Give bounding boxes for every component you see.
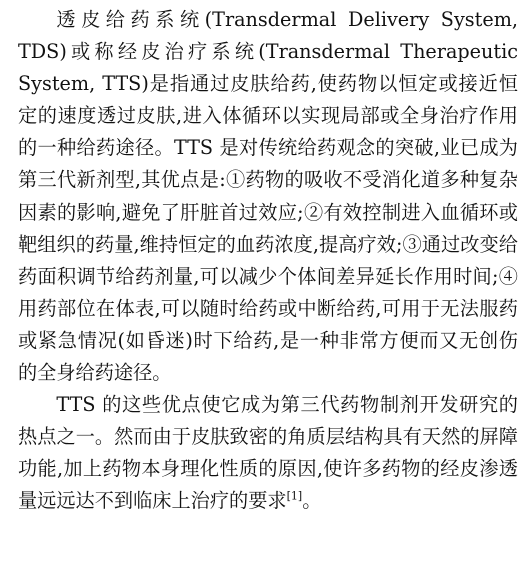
paragraph-tts-limitations — [18, 389, 518, 517]
citation-reference: [1] — [286, 490, 303, 504]
document-page — [18, 4, 518, 518]
paragraph-tds-definition: 透皮给药系统(Transdermal Delivery System, TDS)或称经皮治疗系统(Transdermal Therapeutic System, TTS)是指通过皮肤给药,使药物以恒定或接近恒定的速度透过皮肤,进入体循环以实现局部或全身治疗作用的一种给药途径。TTS 是对传统给药观念的突破,业已成为第三代新剂型,其优点是:①药物的吸收不受消化道多种复杂因素的影响,避免了肝脏首过效应;②有效控制进入血循环或靶组织的药量,维持恒定的血药浓度,提高疗效;③通过改变给药面积调节给药剂量,可以减少个体间差异延长作用时间;④用药部位在体表,可以随时给药或中断给药,可用于无法服药或紧急情况(如昏迷)时下给药,是一种非常方便而又无创伤的全身给药途径。 — [18, 8, 518, 385]
paragraph-end-punctuation: 。 — [302, 489, 322, 513]
paragraph-tts-limitations-text: TTS 的这些优点使它成为第三代药物制剂开发研究的热点之一。然而由于皮肤致密的角质层结构具有天然的屏障功能,加上药物本身理化性质的原因,使许多药物的经皮渗透量远远达不到临床上治疗的要求 — [18, 393, 518, 513]
